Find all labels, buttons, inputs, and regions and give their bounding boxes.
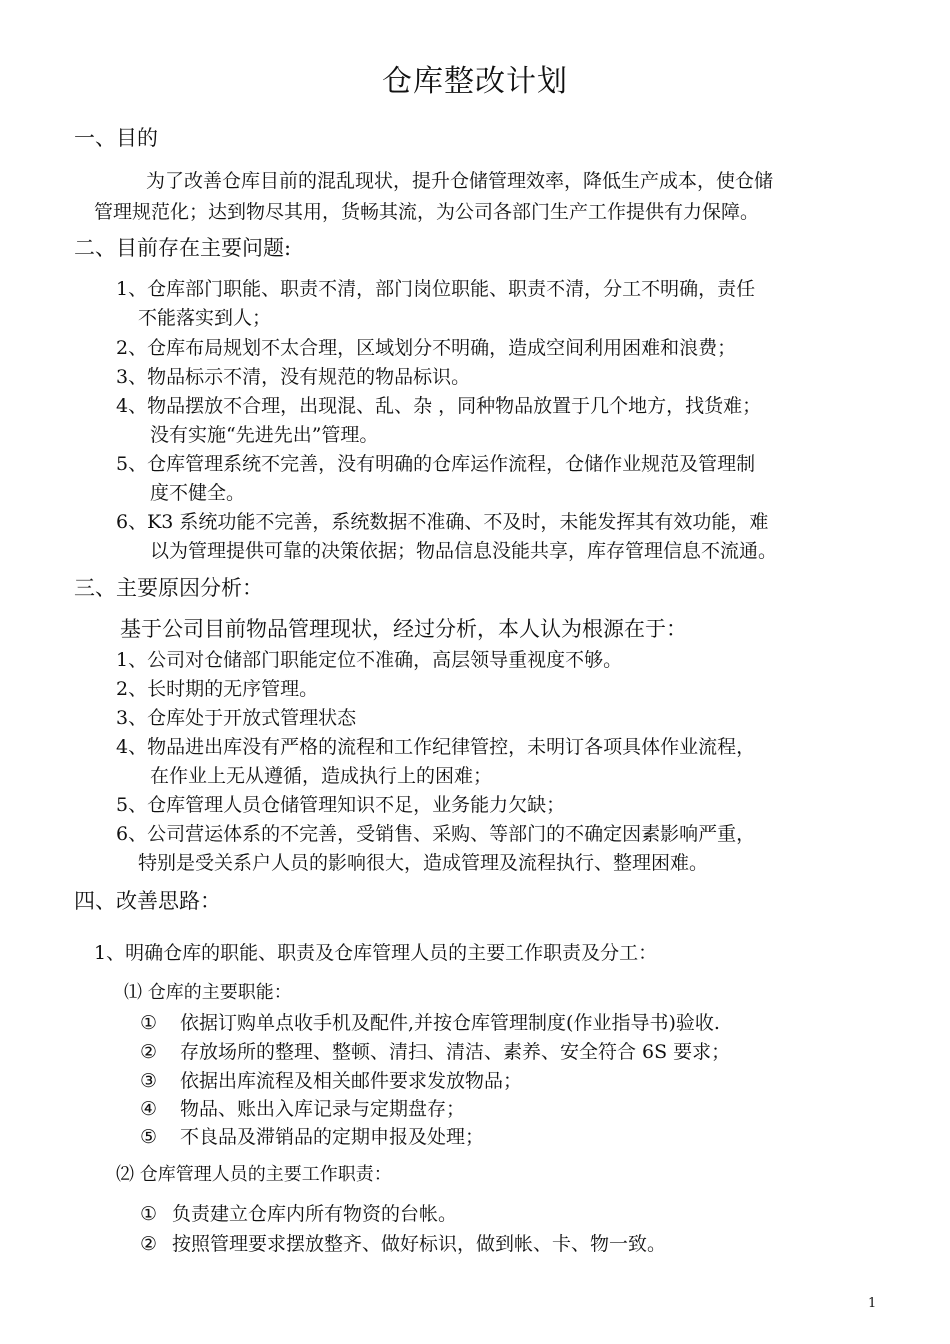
part1-heading: ⑴ 仓库的主要职能： [124,982,292,1003]
document-title: 仓库整改计划 [382,64,568,99]
function-item [140,1039,730,1065]
item-number: ① [140,1012,158,1034]
improvement-subheading: 1、明确仓库的职能、职责及仓库管理人员的主要工作职责及分工： [94,942,658,964]
problem-item-line: 5、仓库管理系统不完善，没有明确的仓库运作流程，仓储作业规范及管理制 [116,453,756,475]
item-text: 物品、账出入库记录与定期盘存； [180,1098,466,1120]
item-number: ② [140,1041,158,1063]
function-item [140,1124,484,1150]
purpose-paragraph-line: 管理规范化；达到物尽其用，货畅其流，为公司各部门生产工作提供有力保障。 [94,201,760,223]
section-heading-purpose: 一、目的 [74,126,158,150]
part2-heading: ⑵ 仓库管理人员的主要工作职责： [116,1164,392,1185]
cause-item-line: 3、仓库处于开放式管理状态 [116,707,357,729]
item-number: ③ [140,1070,158,1092]
section-heading-improvement: 四、改善思路： [74,889,221,913]
problem-item-line: 1、仓库部门职能、职责不清，部门岗位职能、职责不清，分工不明确，责任 [116,278,756,300]
item-text: 负责建立仓库内所有物资的台帐。 [172,1203,458,1225]
cause-item-line: 在作业上无从遵循，造成执行上的困难； [150,765,493,787]
item-number: ④ [140,1098,158,1120]
cause-item-line: 特别是受关系户人员的影响很大，造成管理及流程执行、整理困难。 [138,852,709,874]
item-number: ② [140,1233,158,1255]
cause-item-line: 2、长时期的无序管理。 [116,678,319,700]
cause-item-line: 1、公司对仓储部门职能定位不准确，高层领导重视度不够。 [116,649,623,671]
duty-item [140,1231,666,1257]
problem-item-line: 4、物品摆放不合理，出现混、乱、杂 ，同种物品放置于几个地方，找货难； [116,395,762,417]
duty-item [140,1201,457,1227]
cause-item-line: 5、仓库管理人员仓储管理知识不足，业务能力欠缺； [116,794,566,816]
section-heading-problems: 二、目前存在主要问题: [74,236,292,260]
function-item [140,1010,720,1036]
problem-item-line: 以为管理提供可靠的决策依据；物品信息没能共享，库存管理信息不流通。 [150,540,778,562]
problem-item-line: 没有实施“先进先出”管理。 [150,424,379,446]
function-item [140,1096,465,1122]
problem-item-line: 不能落实到人； [138,307,272,329]
purpose-paragraph-line: 为了改善仓库目前的混乱现状，提升仓储管理效率，降低生产成本，使仓储 [146,170,774,192]
function-item [140,1068,522,1094]
item-number: ① [140,1203,158,1225]
cause-item-line: 4、物品进出库没有严格的流程和工作纪律管控，未明订各项具体作业流程， [116,736,756,758]
item-number: ⑤ [140,1126,158,1148]
item-text: 不良品及滞销品的定期申报及处理； [180,1126,485,1148]
causes-intro: 基于公司目前物品管理现状，经过分析，本人认为根源在于： [120,617,687,641]
problem-item-line: 2、仓库布局规划不太合理，区域划分不明确，造成空间利用困难和浪费； [116,337,737,359]
cause-item-line: 6、公司营运体系的不完善，受销售、采购、等部门的不确定因素影响严重， [116,823,756,845]
item-text: 依据订购单点收手机及配件,并按仓库管理制度(作业指导书)验收. [180,1012,720,1034]
page-number: 1 [868,1296,877,1311]
problem-item-line: 度不健全。 [150,482,246,504]
problem-item-line: 3、物品标示不清，没有规范的物品标识。 [116,366,471,388]
section-heading-causes: 三、主要原因分析： [74,576,263,600]
problem-item-line: 6、K3 系统功能不完善，系统数据不准确、不及时，未能发挥其有效功能，难 [116,511,769,533]
item-text: 依据出库流程及相关邮件要求发放物品； [180,1070,523,1092]
item-text: 存放场所的整理、整顿、清扫、清洁、素养、安全符合 6S 要求； [180,1041,731,1063]
item-text: 按照管理要求摆放整齐、做好标识，做到帐、卡、物一致。 [172,1233,667,1255]
